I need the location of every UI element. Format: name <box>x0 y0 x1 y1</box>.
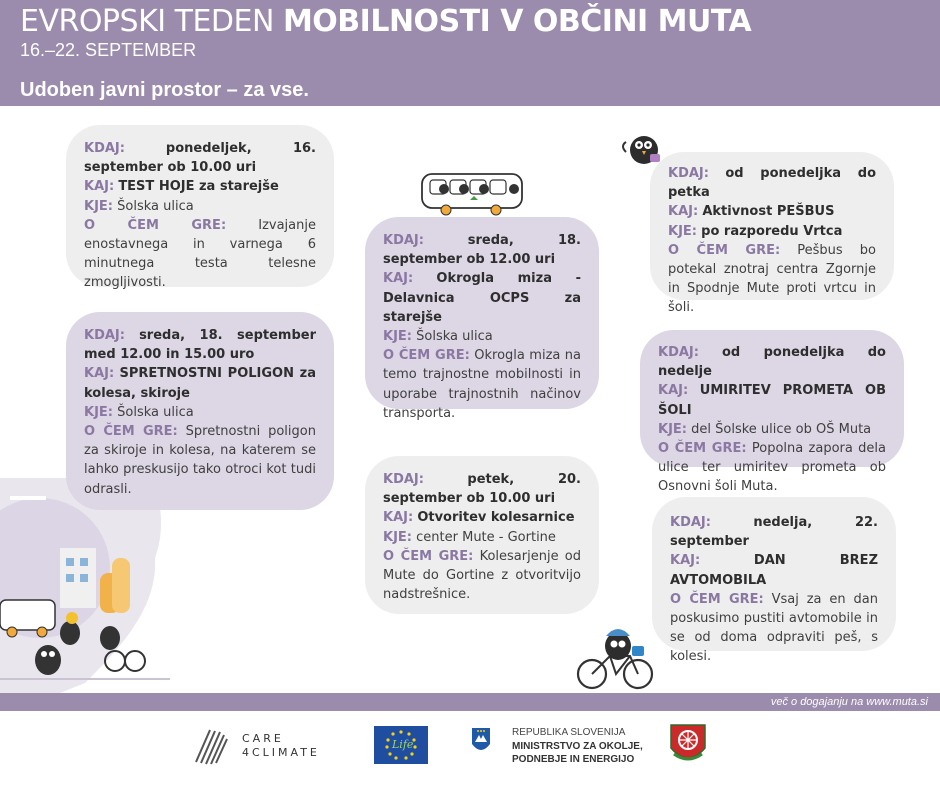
kaj-label: KAJ: <box>668 204 699 220</box>
card-kaj <box>658 381 886 419</box>
kaj-label: KAJ: <box>383 271 414 287</box>
opis-label: O ČEM GRE: <box>84 424 178 440</box>
ministry-line2: MINISTRSTVO ZA OKOLJE, <box>512 741 643 752</box>
kaj-value: TEST HOJE za starejše <box>118 179 279 195</box>
card-kdaj <box>670 513 878 551</box>
event-card-umiritev-prometa <box>640 330 904 495</box>
kje-value: Šolska ulica <box>117 404 194 420</box>
event-card-okrogla-miza <box>365 217 599 421</box>
opis-value: Pešbus bo potekal znotraj centra Zgornje in Spodnje Mute proti vrtcu in šoli. <box>668 242 876 316</box>
kaj-value: DAN BREZ AVTOMOBILA <box>670 553 878 588</box>
card-opis <box>383 346 581 423</box>
footer-bar <box>0 693 940 711</box>
kaj-label: KAJ: <box>84 366 115 382</box>
kdaj-value: sreda, 18. september med 12.00 in 15.00 uro <box>84 328 316 363</box>
opis-label: O ČEM GRE: <box>383 348 470 364</box>
page-title <box>20 4 751 40</box>
opis-value: Vsaj za en dan poskusimo pustiti avtomobile in se od doma odpraviti peš, s kolesi. <box>670 591 878 665</box>
eu-life-text: Life <box>392 738 414 751</box>
kdaj-label: KDAJ: <box>383 472 424 487</box>
card-kdaj <box>84 326 316 364</box>
card-kaj <box>84 364 316 402</box>
card-opis <box>84 216 316 293</box>
kje-value: Šolska ulica <box>416 329 493 345</box>
card-kaj <box>668 202 876 221</box>
card-kaj <box>84 177 316 196</box>
kaj-label: KAJ: <box>670 553 701 569</box>
kdaj-label: KDAJ: <box>383 233 424 248</box>
muta-crest-icon <box>668 722 708 768</box>
card-kdaj <box>383 231 581 269</box>
muta-coat-of-arms-logo <box>668 722 708 768</box>
kje-value: center Mute - Gortine <box>416 529 556 545</box>
card-opis <box>383 547 581 605</box>
event-dates: 16.–22. SEPTEMBER <box>20 40 197 60</box>
opis-label: O ČEM GRE: <box>383 548 474 564</box>
kje-value: del Šolske ulice ob OŠ Muta <box>691 421 872 437</box>
opis-label: O ČEM GRE: <box>658 441 747 457</box>
event-card-test-hoje <box>66 125 334 291</box>
bus-illustration <box>418 170 528 218</box>
opis-value: Kolesarjenje od Mute do Gortine z otvoritvijo nadstrešnice. <box>383 548 581 603</box>
kje-label: KJE: <box>668 223 697 239</box>
kdaj-label: KDAJ: <box>670 515 711 530</box>
card-kdaj <box>668 164 876 202</box>
kdaj-value: od ponedeljka do nedelje <box>658 345 886 380</box>
card-kdaj <box>658 343 886 381</box>
kdaj-value: ponedeljek, 16. september ob 10.00 uri <box>84 141 316 176</box>
opis-value: Okrogla miza na temo trajnostne mobilnosti in uporabe trajnostnih načinov transporta. <box>383 348 581 421</box>
kje-label: KJE: <box>658 421 687 437</box>
card-kje <box>84 197 316 216</box>
opis-label: O ČEM GRE: <box>668 242 781 258</box>
card-opis <box>668 241 876 318</box>
card-opis <box>84 422 316 499</box>
kaj-value: SPRETNOSTNI POLIGON za kolesa, skiroje <box>84 366 316 401</box>
kje-label: KJE: <box>383 329 412 345</box>
opis-value: Izvajanje enostavnega in varnega 6 minutnega testa telesne zmogljivosti. <box>84 217 316 291</box>
ministry-logo <box>470 726 660 770</box>
card-kje <box>658 420 886 439</box>
care4climate-line2: 4CLIMATE <box>242 746 320 759</box>
title-bold: MOBILNOSTI V OBČINI MUTA <box>282 4 752 39</box>
kaj-label: KAJ: <box>84 179 115 195</box>
opis-label: O ČEM GRE: <box>670 591 764 607</box>
more-info-link[interactable]: več o dogajanju na www.muta.si <box>770 696 928 708</box>
kaj-value: Okrogla miza - Delavnica OCPS za starejše <box>383 271 581 325</box>
kaj-label: KAJ: <box>658 383 689 399</box>
kje-label: KJE: <box>84 198 113 214</box>
kdaj-value: sreda, 18. september ob 12.00 uri <box>383 233 581 268</box>
header-banner <box>0 0 940 106</box>
care4climate-line1: CARE <box>242 732 284 745</box>
opis-value: Spretnostni poligon za skiroje in kolesa, na katerem se lahko preskusijo tako otroci kot tudi odrasli. <box>84 424 316 497</box>
opis-value: Popolna zapora dela ulice ter umiritev prometa ob Osnovni šoli Muta. <box>658 441 886 495</box>
kje-label: KJE: <box>84 404 113 420</box>
event-card-dan-brez-avtomobila <box>652 497 896 665</box>
eu-life-logo <box>374 726 428 764</box>
kaj-value: UMIRITEV PROMETA OB ŠOLI <box>658 383 886 418</box>
kje-value: po razporedu Vrtca <box>701 223 843 239</box>
card-kaj <box>670 551 878 589</box>
kdaj-value: od ponedeljka do petka <box>668 166 876 201</box>
card-kdaj <box>84 139 316 177</box>
kdaj-label: KDAJ: <box>84 141 125 156</box>
kaj-value: Aktivnost PEŠBUS <box>702 204 835 220</box>
cyclist-illustration <box>574 620 656 692</box>
kdaj-value: nedelja, 22. september <box>670 515 878 550</box>
event-card-spretnostni-poligon <box>66 312 334 510</box>
kje-label: KJE: <box>383 529 412 545</box>
kje-value: Šolska ulica <box>117 198 194 214</box>
kdaj-label: KDAJ: <box>668 166 709 181</box>
card-opis <box>670 590 878 667</box>
ministry-line1: REPUBLIKA SLOVENIJA <box>512 727 626 738</box>
care4climate-logo <box>190 726 340 766</box>
ministry-line3: PODNEBJE IN ENERGIJO <box>512 754 635 765</box>
kdaj-label: KDAJ: <box>84 328 125 343</box>
opis-label: O ČEM GRE: <box>84 217 227 233</box>
card-kje <box>84 403 316 422</box>
card-kje <box>383 327 581 346</box>
care4climate-mark-icon <box>190 726 230 766</box>
kdaj-value: petek, 20. september ob 10.00 uri <box>383 472 581 507</box>
card-kje <box>383 528 581 547</box>
event-card-pesbus <box>650 152 894 316</box>
card-kaj <box>383 269 581 327</box>
title-light: EVROPSKI TEDEN <box>20 4 283 39</box>
slogan: Udoben javni prostor – za vse. <box>20 79 309 101</box>
card-kje <box>668 222 876 241</box>
town-pin-illustration <box>0 478 170 693</box>
slovenia-coat-icon <box>470 726 492 756</box>
kaj-value: Otvoritev kolesarnice <box>417 510 575 526</box>
card-kdaj <box>383 470 581 508</box>
kaj-label: KAJ: <box>383 510 414 526</box>
kdaj-label: KDAJ: <box>658 345 699 360</box>
card-opis <box>658 439 886 497</box>
event-card-otvoritev-kolesarnice <box>365 456 599 614</box>
card-kaj <box>383 508 581 527</box>
